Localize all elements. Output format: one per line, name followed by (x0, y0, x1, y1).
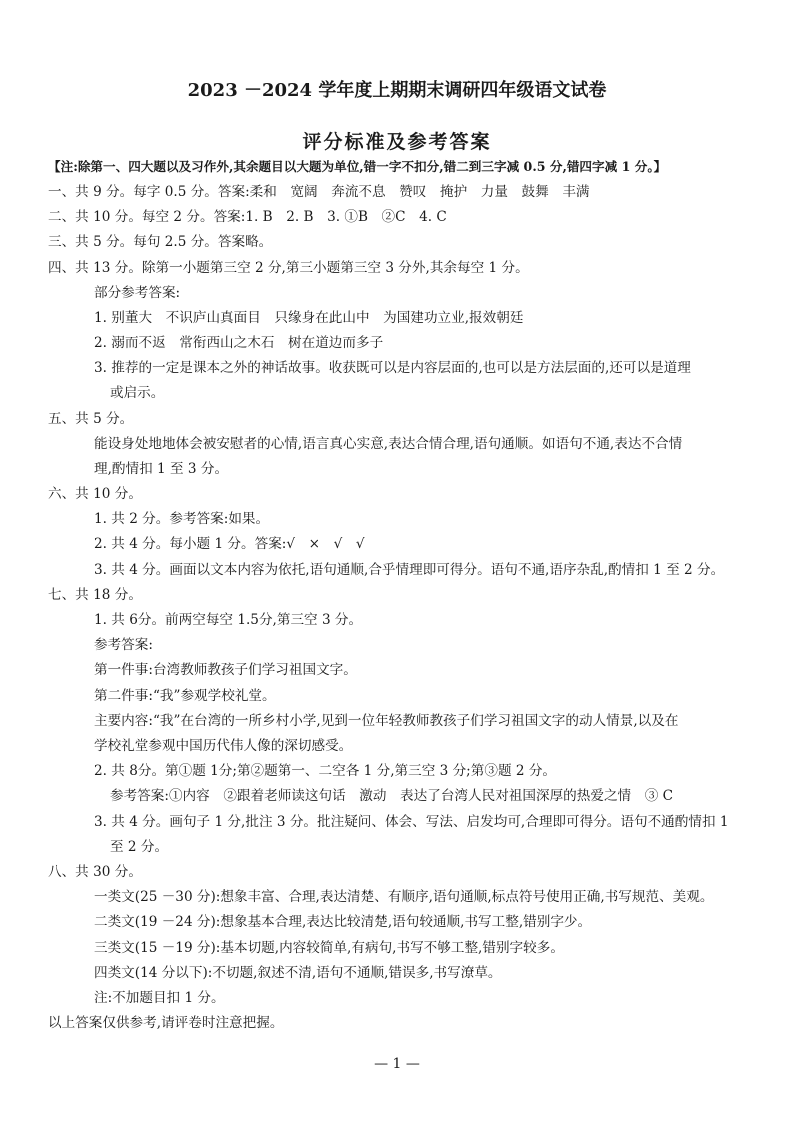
answer-line: 2. 共 4 分。每小题 1 分。答案:√ × √ √ (94, 536, 365, 552)
section-2-line: 二、共 10 分。每空 2 分。答案:1. B 2. B 3. ①B ②C 4. C (48, 209, 447, 225)
answer-line: 四类文(14 分以下):不切题,叙述不清,语句不通顺,错误多,书写潦草。 (94, 965, 502, 981)
section-4-line: 四、共 13 分。除第一小题第三空 2 分,第三小题第三空 3 分外,其余每空 1 分。 (48, 260, 529, 276)
answer-line: 3. 推荐的一定是课本之外的神话故事。收获既可以是内容层面的,也可以是方法层面的,还可以是道理 (94, 360, 691, 376)
answer-line: 1. 别董大 不识庐山真面目 只缘身在此山中 为国建功立业,报效朝廷 (94, 310, 524, 326)
answer-line: 2. 溺而不返 常衔西山之木石 树在道边而多子 (94, 335, 384, 351)
scoring-note: 【注:除第一、四大题以及习作外,其余题目以大题为单位,错一字不扣分,错二到三字减 0.5 分,错四字减 1 分。】 (48, 159, 667, 174)
answer-line: 1. 共 6分。前两空每空 1.5分,第三空 3 分。 (94, 612, 363, 628)
answer-line: 部分参考答案: (94, 285, 181, 301)
section-3-line: 三、共 5 分。每句 2.5 分。答案略。 (48, 234, 273, 250)
answer-line: 或启示。 (110, 385, 165, 401)
page-subtitle: 评分标准及参考答案 (302, 131, 492, 153)
answer-line: 第二件事:“我”参观学校礼堂。 (94, 688, 276, 704)
answer-line: 1. 共 2 分。参考答案:如果。 (94, 511, 270, 527)
section-6-line: 六、共 10 分。 (48, 486, 142, 502)
answer-line: 注:不加题目扣 1 分。 (94, 990, 225, 1006)
answer-line: 参考答案:①内容 ②跟着老师读这句话 激动 表达了台湾人民对祖国深厚的热爱之情 ③ C (110, 788, 674, 804)
answer-line: 一类文(25 －30 分):想象丰富、合理,表达清楚、有顺序,语句通顺,标点符号使用正确,书写规范、美观。 (94, 889, 714, 905)
answer-line: 三类文(15 －19 分):基本切题,内容较简单,有病句,书写不够工整,错别字较多。 (94, 940, 564, 956)
section-8-line: 八、共 30 分。 (48, 864, 142, 880)
section-7-line: 七、共 18 分。 (48, 587, 142, 603)
answer-line: 2. 共 8分。第①题 1分;第②题第一、二空各 1 分,第三空 3 分;第③题 2 分。 (94, 763, 557, 779)
section-5-line: 五、共 5 分。 (48, 411, 134, 427)
answer-line: 参考答案: (94, 637, 153, 653)
closing-remark: 以上答案仅供参考,请评卷时注意把握。 (48, 1015, 284, 1031)
answer-line: 3. 共 4 分。画句子 1 分,批注 3 分。批注疑问、体会、写法、启发均可,合理即可得分。语句不通酌情扣 1 (94, 814, 729, 830)
section-1-line: 一、共 9 分。每字 0.5 分。答案:柔和 宽阔 奔流不息 赞叹 掩护 力量 鼓舞 丰满 (48, 184, 590, 200)
answer-line: 能设身处地地体会被安慰者的心情,语言真心实意,表达合情合理,语句通顺。如语句不通,表达不合情 (94, 436, 683, 452)
page-number: — 1 — (374, 1056, 420, 1072)
answer-line: 学校礼堂参观中国历代伟人像的深切感受。 (94, 738, 353, 754)
answer-line: 3. 共 4 分。画面以文本内容为依托,语句通顺,合乎情理即可得分。语句不通,语序杂乱,酌情扣 1 至 2 分。 (94, 562, 725, 578)
answer-line: 主要内容:“我”在台湾的一所乡村小学,见到一位年轻教师教孩子们学习祖国文字的动人情景,以及在 (94, 713, 679, 729)
answer-line: 二类文(19 －24 分):想象基本合理,表达比较清楚,语句较通顺,书写工整,错别字少。 (94, 914, 592, 930)
answer-line: 理,酌情扣 1 至 3 分。 (94, 461, 229, 477)
answer-line: 至 2 分。 (110, 839, 169, 855)
page-title: 2023 －2024 学年度上期期末调研四年级语文试卷 (187, 80, 607, 101)
answer-line: 第一件事:台湾教师教孩子们学习祖国文字。 (94, 662, 357, 678)
